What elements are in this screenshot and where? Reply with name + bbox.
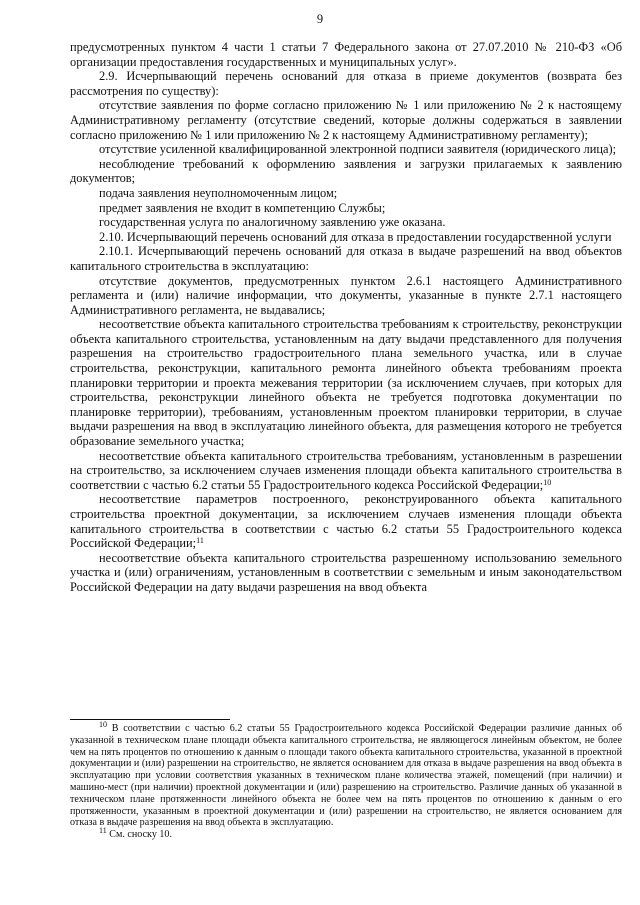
paragraph <box>70 142 622 157</box>
paragraph-text: несоблюдение требований к оформлению заявления и загрузки прилагаемых к заявлению документов; <box>70 156 622 186</box>
paragraph <box>70 274 622 318</box>
paragraph <box>70 215 622 230</box>
paragraph-text: 2.10. Исчерпывающий перечень оснований для отказа в предоставлении государственной услуги <box>99 229 612 244</box>
document-body <box>70 40 622 595</box>
paragraph-text: отсутствие документов, предусмотренных пунктом 2.6.1 настоящего Административного регламента и (или) наличие информации, что документы, указанные в пункте 2.7.1 настоящего Административного регламента, не выдавались; <box>70 273 622 317</box>
paragraph <box>70 157 622 186</box>
page-number: 9 <box>316 12 324 26</box>
paragraph <box>70 551 622 595</box>
paragraph <box>70 186 622 201</box>
footnote-number: 11 <box>99 826 107 836</box>
paragraph <box>70 201 622 216</box>
paragraph <box>70 244 622 273</box>
footnotes <box>70 720 622 841</box>
paragraph-text: отсутствие заявления по форме согласно приложению № 1 или приложению № 2 к настоящему Административному регламенту (отсутствие сведений, которые должны содержаться в заявлении согласно приложению № 1 или приложению № 2 к настоящему Административному регламенту); <box>70 98 622 142</box>
footnote-number: 10 <box>99 720 107 729</box>
paragraph-text: предмет заявления не входит в компетенцию Службы; <box>99 200 386 215</box>
paragraph-text: подача заявления неуполномоченным лицом; <box>99 185 338 200</box>
paragraph-text: отсутствие усиленной квалифицированной электронной подписи заявителя (юридического лица); <box>99 142 617 157</box>
footnote-text: В соответствии с частью 6.2 статьи 55 Градостроительного кодекса Российской Федерации различие данных об указанной в техническом плане площади объекта капитального строительства, не являющегося линейным объектом, не более чем на пять процентов по отношению к данным о площади такого объекта капитального строительства, указанной в проектной документации и (или) разрешении на строительство, не является основанием для отказа в выдаче разрешения на ввод объекта в эксплуатацию при условии соответствия указанных в техническом плане количества этажей, помещений (при наличии) и машино-мест (при наличии) проектной документации и (или) разрешению на строительство. Различие данных об указанной в техническом плане протяженности линейного объекта не более чем на пять процентов по отношению к данным о его протяженности, указанным в проектной документации и (или) разрешении на строительство, не является основанием для отказа в выдаче разрешения на ввод объекта в эксплуатацию. <box>70 723 622 829</box>
paragraph-text: 2.9. Исчерпывающий перечень оснований для отказа в приеме документов (возврата без рассмотрения по существу): <box>70 69 622 98</box>
paragraph-text: несоответствие параметров построенного, реконструированного объекта капитального строительства проектной документации, за исключением случаев изменения площади объекта капитального строительства в соответствии с частью 6.2 статьи 55 Градостроительного кодекса Российской Федерации; <box>70 492 622 551</box>
footnote-separator <box>70 719 230 720</box>
paragraph <box>70 98 622 142</box>
footnote-text: См. сноску 10. <box>106 829 173 841</box>
footnote <box>70 826 622 841</box>
paragraph <box>70 69 622 98</box>
paragraph <box>70 317 622 448</box>
paragraph <box>70 230 622 245</box>
footnote-ref: 10 <box>543 477 552 487</box>
footnote-ref: 11 <box>196 536 204 546</box>
paragraph <box>70 40 622 69</box>
paragraph <box>70 449 622 493</box>
paragraph-text: государственная услуга по аналогичному заявлению уже оказана. <box>99 215 446 230</box>
footnote <box>70 720 622 829</box>
paragraph-text: несоответствие объекта капитального строительства разрешенному использованию земельного участка и (или) ограничениям, установленным в соответствии с земельным и иным законодательством Российской Федерации на дату выдачи разрешения на ввод объекта <box>70 550 622 594</box>
paragraph-text: предусмотренных пунктом 4 части 1 статьи 7 Федерального закона от 27.07.2010 № 210-ФЗ «Об организации предоставления государственных и муниципальных услуг». <box>70 40 622 69</box>
paragraph-text: несоответствие объекта капитального строительства требованиям к строительству, реконструкции объекта капитального строительства, установленным на дату выдачи представленного для получения разрешения на строительство градостроительного плана земельного участка, или в случае строительства, реконструкции, капитального ремонта линейного объекта требованиям проекта планировки территории и проекта межевания территории (за исключением случаев, при которых для строительства, реконструкции линейного объекта не требуется подготовка документации по планировке территории), требованиям, установленным проектом планировки территории, в случае выдачи разрешения на ввод в эксплуатацию линейного объекта, для размещения которого не требуется образование земельного участка; <box>70 317 622 449</box>
paragraph-text: несоответствие объекта капитального строительства требованиям, установленным в разрешении на строительство, за исключением случаев изменения площади объекта капитального строительства в соответствии с частью 6.2 статьи 55 Градостроительного кодекса Российской Федерации; <box>70 448 622 492</box>
paragraph <box>70 492 622 550</box>
paragraph-text: 2.10.1. Исчерпывающий перечень оснований для отказа в выдаче разрешений на ввод объектов капитального строительства в эксплуатацию: <box>70 244 622 273</box>
